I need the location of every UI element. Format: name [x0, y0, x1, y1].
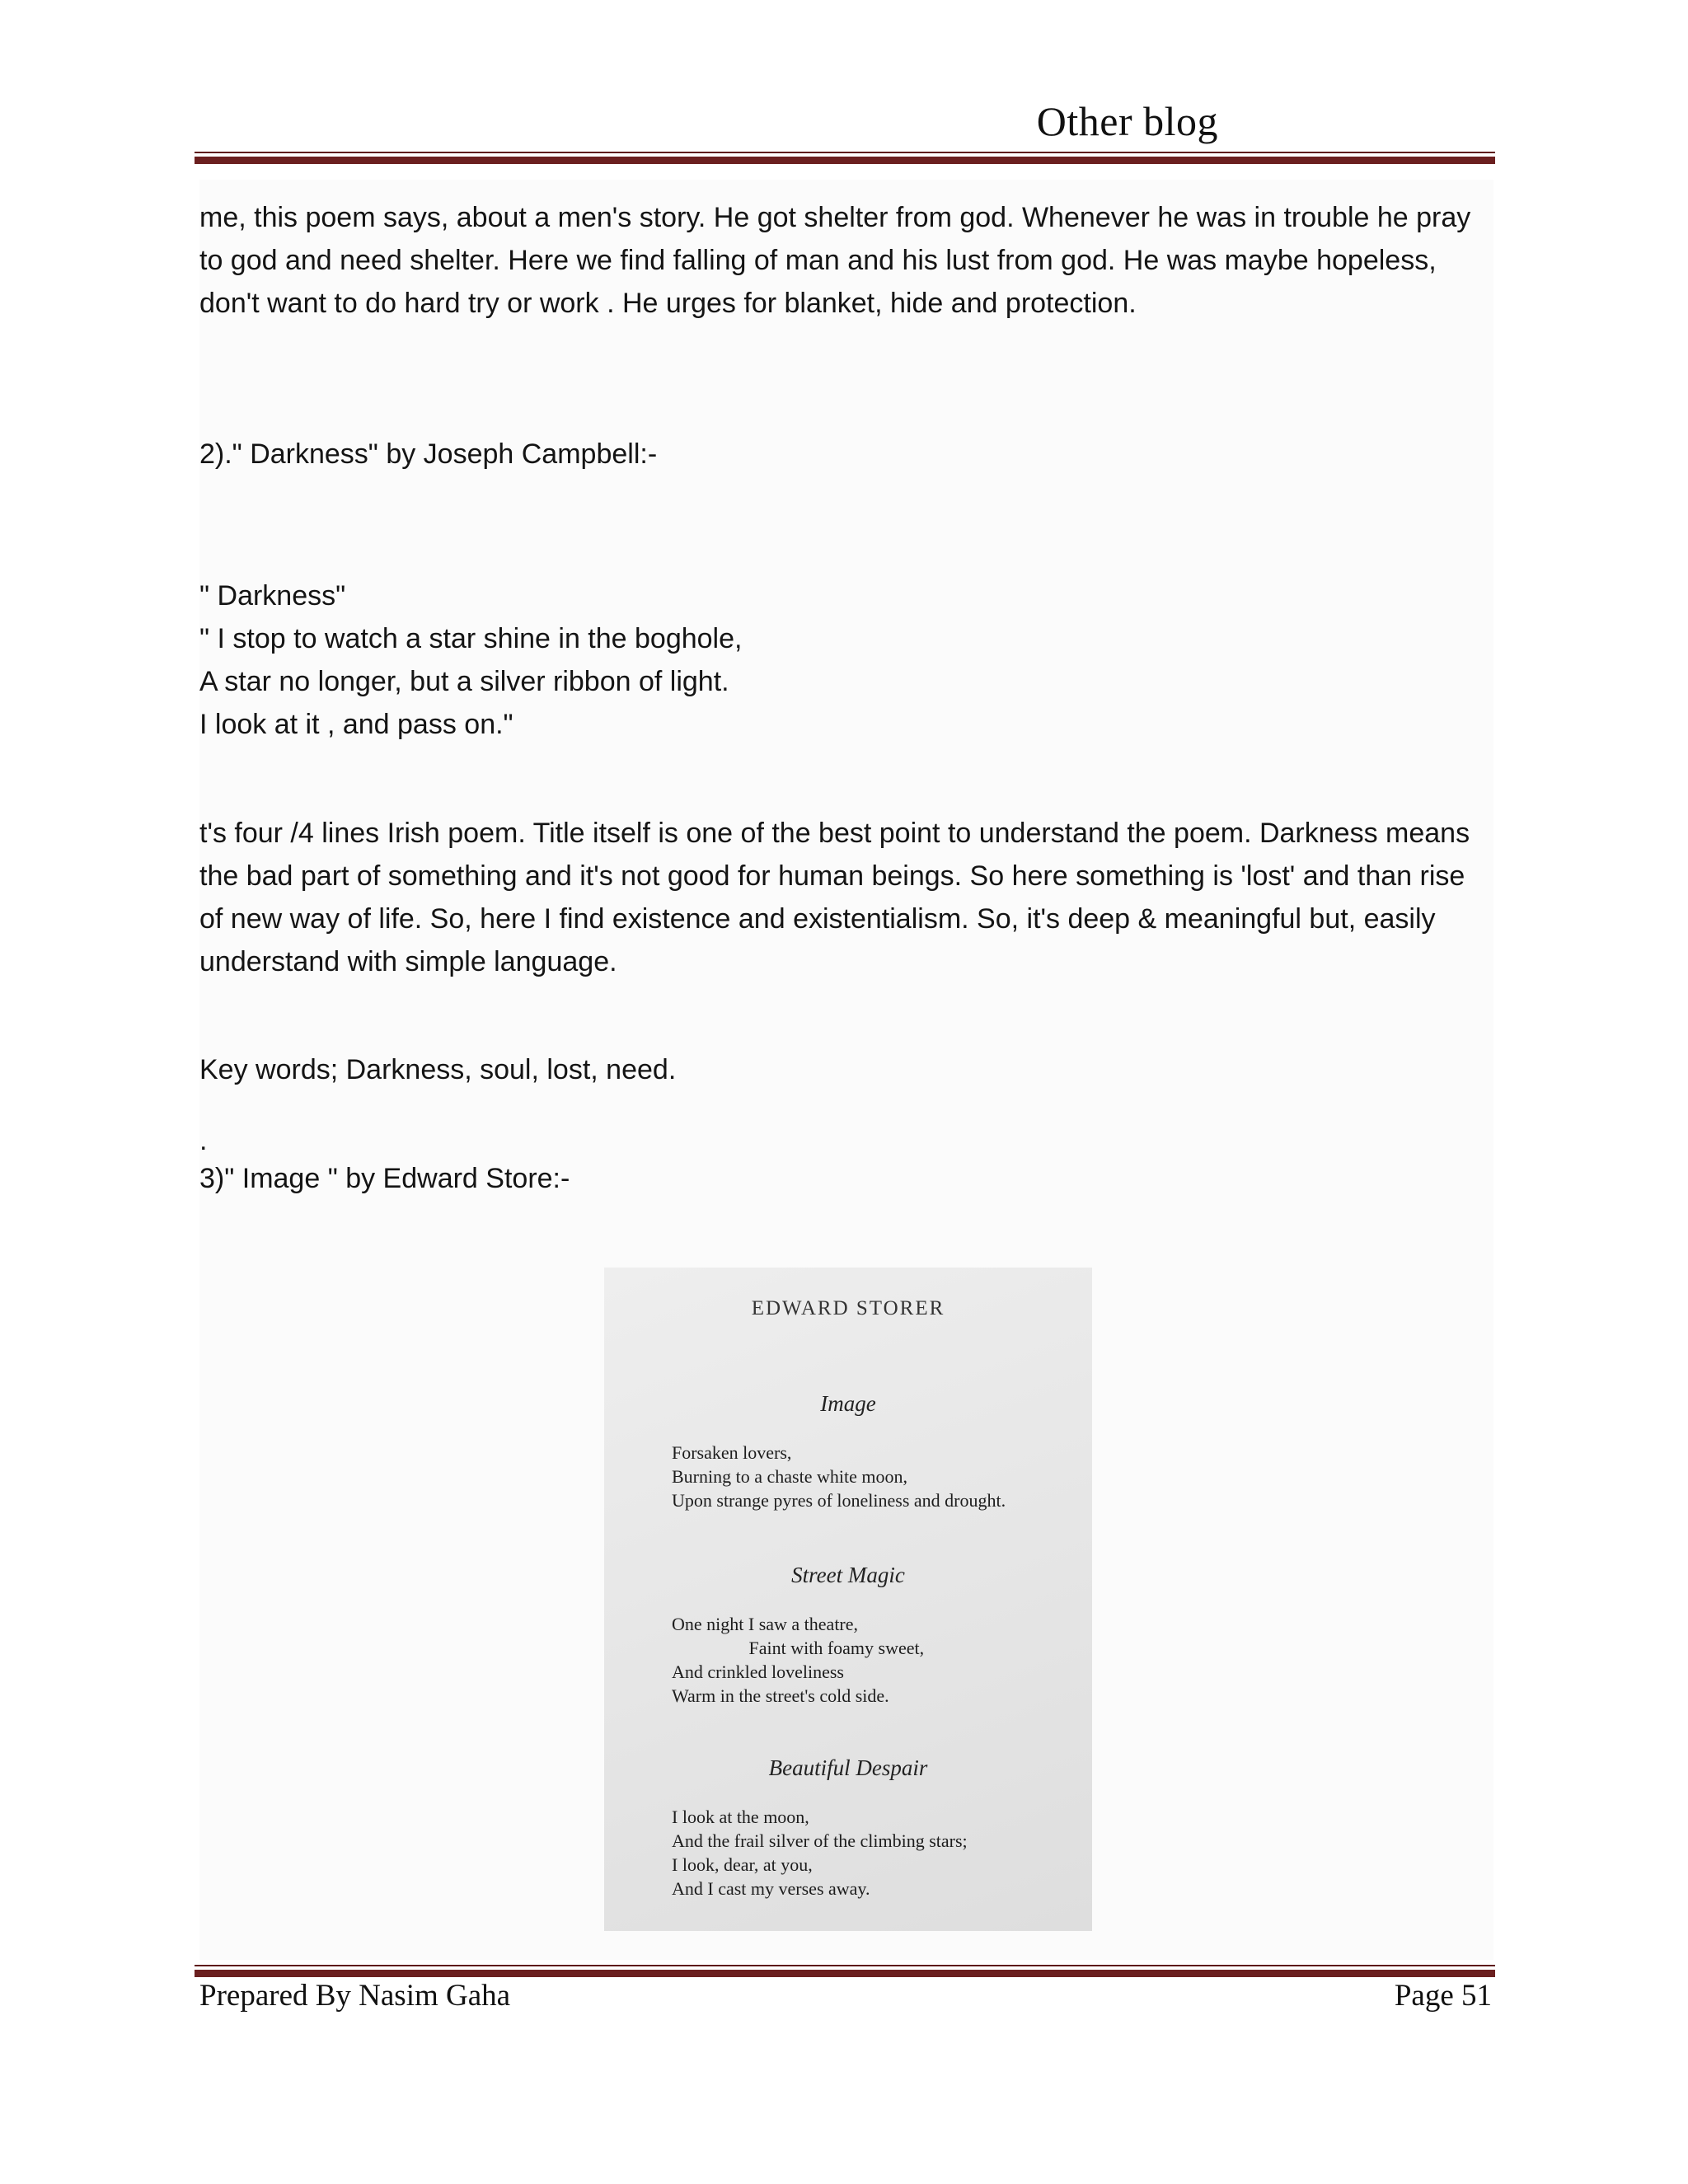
verse-line: Upon strange pyres of loneliness and drought. [672, 1490, 1006, 1511]
text-line: of new way of life. So, here I find existence and existentialism. So, it's deep & meaningful but, easily [199, 903, 1436, 935]
heading-text: 2)." Darkness" by Joseph Campbell:- [199, 438, 658, 470]
photo-poem-title: Beautiful Despair [768, 1755, 928, 1780]
text-line: t's four /4 lines Irish poem. Title itself is one of the best point to understand the poem. Darkness means [199, 818, 1470, 849]
header-title: Other blog [1036, 98, 1218, 144]
text-line: don't want to do hard try or work . He urges for blanket, hide and protection. [199, 288, 1137, 319]
verse-line: And I cast my verses away. [672, 1878, 870, 1899]
keywords [199, 1048, 1493, 1091]
text-line: to god and need shelter. Here we find falling of man and his lust from god. He was maybe hopeless, [199, 245, 1437, 276]
verse-line: Burning to a chaste white moon, [672, 1466, 907, 1487]
text-line: understand with simple language. [199, 946, 617, 977]
text-line: me, this poem says, about a men's story. He got shelter from god. Whenever he was in trouble he pray [199, 202, 1471, 233]
book-page-photo [604, 1268, 1092, 1931]
verse-line: I look at the moon, [672, 1807, 809, 1827]
poem-line: " I stop to watch a star shine in the boghole, [199, 623, 743, 654]
footer-rule [195, 1965, 1495, 1977]
poem-line: A star no longer, but a silver ribbon of light. [199, 666, 729, 697]
header-rule [195, 152, 1495, 164]
dot-text: . [199, 1125, 208, 1156]
verse-line: And the frail silver of the climbing stars; [672, 1830, 968, 1851]
footer-author: Prepared By Nasim Gaha [199, 1979, 511, 2013]
poem-line: " Darkness" [199, 580, 346, 612]
verse-line: And crinkled loveliness [672, 1661, 844, 1682]
photo-author: EDWARD STORER [751, 1297, 945, 1319]
dot-line [199, 1119, 1493, 1162]
photo-poem-lines [672, 1805, 968, 1900]
photo-poem-title: Image [820, 1391, 876, 1416]
section-heading-2 [199, 433, 1493, 476]
poem-line: I look at it , and pass on." [199, 709, 513, 740]
section-heading-3 [199, 1157, 1493, 1200]
footer-page-number: Page 51 [1394, 1979, 1492, 2013]
verse-line: One night I saw a theatre, [672, 1614, 859, 1634]
poem-darkness [199, 574, 1493, 746]
verse-line: Warm in the street's cold side. [672, 1685, 889, 1706]
paragraph-1 [199, 196, 1493, 325]
heading-text: 3)" Image " by Edward Store:- [199, 1163, 570, 1194]
photo-poem-lines [672, 1612, 924, 1708]
photo-poem-lines [672, 1441, 1006, 1512]
keywords-text: Key words; Darkness, soul, lost, need. [199, 1054, 677, 1085]
text-line: the bad part of something and it's not good for human beings. So here something is 'lost' and than rise [199, 860, 1465, 892]
verse-line: Faint with foamy sweet, [672, 1638, 925, 1658]
verse-line: Forsaken lovers, [672, 1442, 792, 1463]
photo-poem-title: Street Magic [791, 1563, 905, 1587]
verse-line: I look, dear, at you, [672, 1854, 813, 1875]
paragraph-2 [199, 812, 1493, 983]
